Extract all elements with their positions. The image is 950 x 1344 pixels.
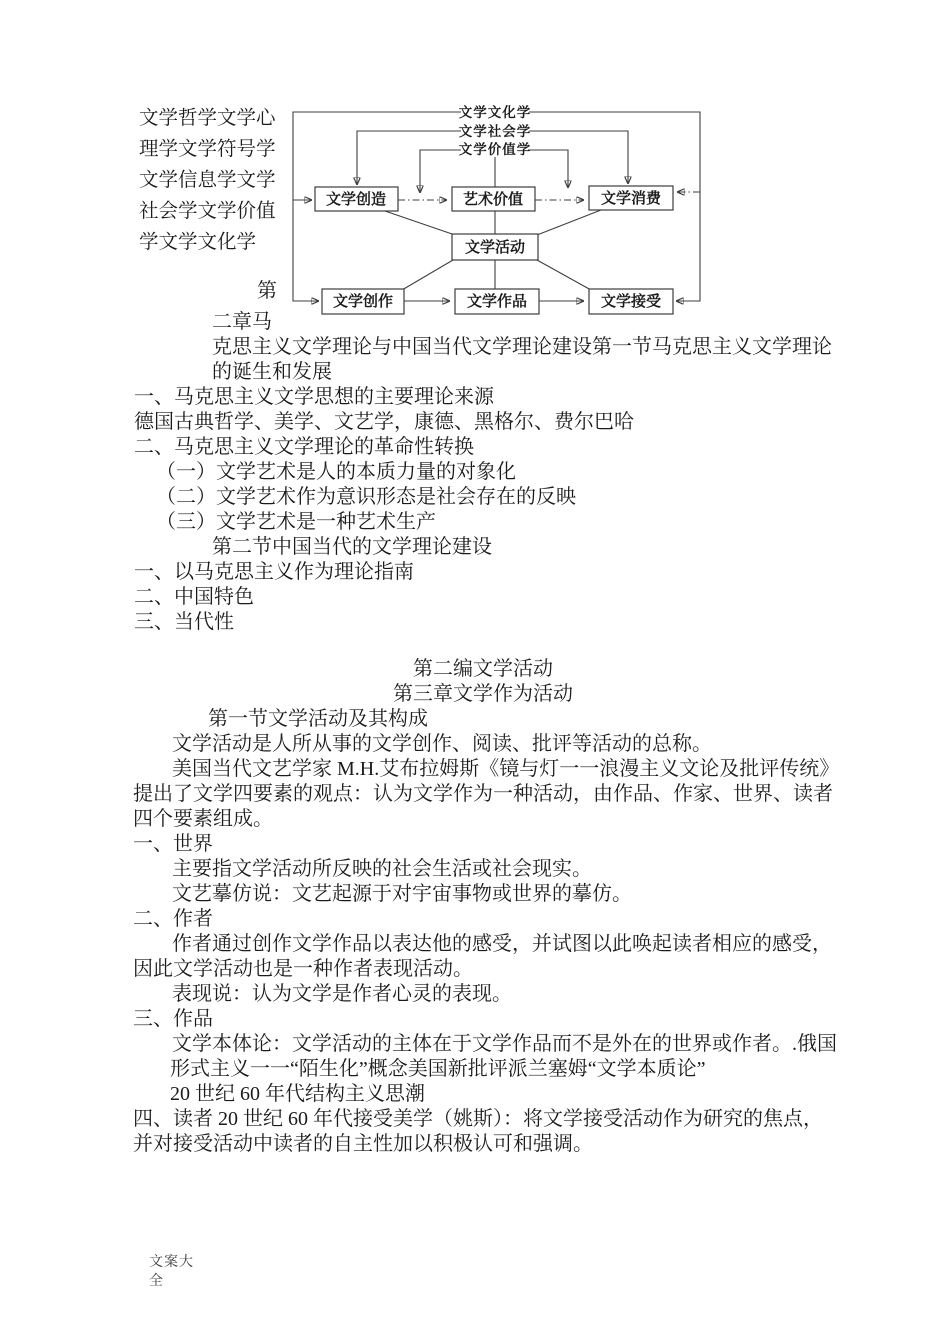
literary-activity-section: [0, 657, 950, 1157]
box-label-artistic-value: 艺术价值: [462, 191, 524, 208]
margin-note-line: 学文学文化学: [139, 232, 257, 253]
doc-line: （二）文学艺术作为意识形态是社会存在的反映: [156, 486, 576, 508]
chapter-title: 第三章文学作为活动: [393, 683, 573, 705]
doc-line: 第二节中国当代的文学理论建设: [212, 536, 492, 558]
connector-activity-reception: [537, 260, 591, 290]
label-literary-axiology: 文学价值学: [458, 142, 532, 157]
box-label-literary-consumption: 文学消费: [600, 190, 662, 207]
doc-line: 的诞生和发展: [212, 361, 332, 383]
doc-line: 三、当代性: [134, 611, 234, 633]
doc-line: 克思主义文学理论与中国当代文学理论建设第一节马克思主义文学理论: [212, 336, 832, 358]
doc-line: 三、作品: [133, 1008, 213, 1030]
doc-line: 一、马克思主义文学思想的主要理论来源: [134, 386, 494, 408]
chapter-lead-char: 第: [257, 280, 277, 302]
box-label-literary-creation: 文学创造: [325, 191, 387, 208]
doc-line: 二章马: [212, 311, 272, 333]
doc-line: 并对接受活动中读者的自主性加以积极认可和强调。: [133, 1133, 593, 1155]
footer-watermark: [149, 1253, 194, 1291]
connector-sociology-left: [357, 131, 461, 184]
doc-line: 文学本体论：文学活动的主体在于文学作品而不是外在的世界或作者。.俄国: [172, 1033, 837, 1055]
margin-note: [139, 103, 276, 258]
doc-line: 文学活动是人所从事的文学创作、阅读、批评等活动的总称。: [172, 733, 712, 755]
box-label-literary-writing: 文学创作: [332, 293, 394, 310]
doc-line: 表现说：认为文学是作者心灵的表现。: [172, 983, 512, 1005]
doc-line: 二、马克思主义文学理论的革命性转换: [134, 436, 474, 458]
doc-line: 形式主义一一“陌生化”概念美国新批评派兰塞姆“文学本质论”: [170, 1058, 706, 1080]
doc-line: 文艺摹仿说：文艺起源于对宇宙事物或世界的摹仿。: [172, 883, 632, 905]
connector-axiology-left: [420, 150, 461, 192]
box-label-literary-work: 文学作品: [466, 293, 528, 310]
connector-axiology-right: [529, 150, 568, 187]
doc-line: （一）文学艺术是人的本质力量的对象化: [156, 461, 516, 483]
connector-activity-writing: [402, 260, 453, 290]
doc-line: 一、世界: [133, 833, 213, 855]
label-literary-culturology: 文学文化学: [458, 105, 532, 120]
doc-line: 二、作者: [133, 908, 213, 930]
section-title: 第二编文学活动: [413, 658, 553, 680]
doc-line: （三）文学艺术是一种艺术生产: [156, 511, 436, 533]
label-literary-sociology: 文学社会学: [458, 124, 532, 139]
doc-line: 作者通过创作文学作品以表达他的感受，并试图以此唤起读者相应的感受，: [172, 933, 832, 955]
literary-activity-diagram: [280, 92, 725, 332]
doc-line: 因此文学活动也是一种作者表现活动。: [133, 958, 473, 980]
doc-line: 德国古典哲学、美学、文艺学，康德、黑格尔、费尔巴哈: [134, 411, 634, 433]
margin-note-line: 文学哲学文学心: [139, 108, 276, 129]
doc-line: 第一节文学活动及其构成: [208, 708, 428, 730]
doc-line: 20 世纪 60 年代结构主义思潮: [170, 1083, 425, 1105]
doc-line: 主要指文学活动所反映的社会生活或社会现实。: [172, 858, 592, 880]
connector-consumption-activity: [537, 210, 601, 235]
margin-note-line: 社会学文学价值: [139, 201, 276, 222]
doc-line: 二、中国特色: [134, 586, 254, 608]
connector-sociology-right: [529, 131, 628, 183]
connector-creation-activity: [385, 211, 455, 235]
doc-line: 四个要素组成。: [133, 808, 273, 830]
footer-line: 文案大: [149, 1255, 194, 1270]
margin-note-line: 理学文学符号学: [139, 139, 276, 160]
marx-theory-section: [0, 310, 950, 635]
doc-line: 一、以马克思主义作为理论指南: [134, 561, 414, 583]
box-label-literary-activity: 文学活动: [464, 239, 526, 256]
doc-line: 四、读者 20 世纪 60 年代接受美学（姚斯）：将文学接受活动作为研究的焦点，: [133, 1108, 823, 1130]
footer-line: 全: [149, 1274, 164, 1289]
doc-line: 提出了文学四要素的观点：认为文学作为一种活动，由作品、作家、世界、读者: [133, 783, 833, 805]
margin-note-line: 文学信息学文学: [139, 170, 276, 191]
box-label-literary-reception: 文学接受: [600, 293, 662, 310]
doc-line: 美国当代文艺学家 M.H.艾布拉姆斯《镜与灯一一浪漫主义文论及批评传统》: [172, 758, 840, 780]
